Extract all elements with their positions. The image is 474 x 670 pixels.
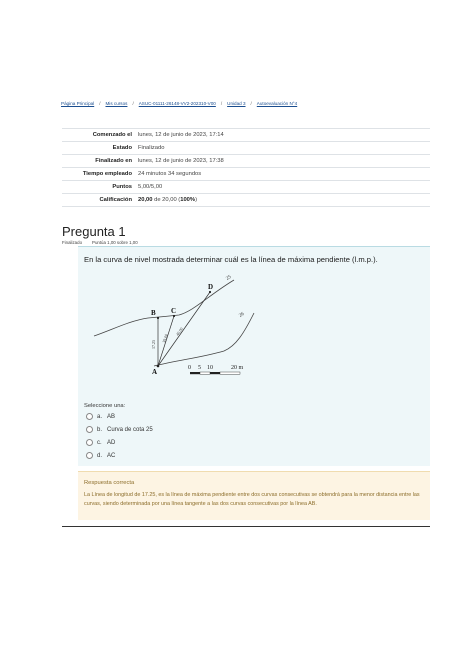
divider: [62, 526, 430, 527]
option-letter: d.: [97, 452, 103, 459]
summary-label: Comenzado el: [92, 132, 132, 138]
option-d[interactable]: [86, 452, 115, 459]
option-letter: c.: [97, 439, 102, 446]
line-ad: [158, 292, 210, 366]
summary-row-time-taken: [62, 167, 430, 180]
option-text: AB: [107, 413, 116, 420]
summary-label: Calificación: [99, 197, 132, 203]
grade-rest: de 20,00 (: [152, 197, 181, 203]
breadcrumb-my-courses-link[interactable]: Mis cursos: [105, 101, 128, 106]
feedback-text: La Línea de longitud de 17.25, es la línea de máxima pendiente entre dos curvas consecutivas se obtendrá para la menor distancia entre las curvas, siendo determinada por una línea tangente a las dos curvas consecutivas por la línea AB.: [84, 492, 420, 507]
option-letter: b.: [97, 426, 103, 433]
breadcrumb-separator: /: [99, 101, 101, 106]
radio-button[interactable]: [86, 413, 93, 420]
question-status: Finalizado: [62, 240, 83, 245]
breadcrumb-separator: /: [250, 101, 252, 106]
select-one-label: Seleccione una:: [84, 403, 126, 409]
summary-row-started: [62, 128, 430, 141]
contour-line-26: [154, 313, 254, 366]
question-title: Pregunta 1: [62, 224, 126, 239]
option-c[interactable]: [86, 439, 115, 446]
summary-value: lunes, 12 de junio de 2023, 17:14: [138, 132, 224, 138]
feedback-box: [78, 471, 430, 520]
scale-label-20: 20 m: [231, 365, 244, 371]
grade-end: ): [195, 197, 197, 203]
contour-label-25: 25: [225, 274, 233, 282]
label-b: B: [151, 309, 156, 317]
summary-row-points: [62, 180, 430, 193]
scale-label-10: 10: [207, 365, 213, 371]
scale-label-5: 5: [198, 365, 201, 371]
radio-button[interactable]: [86, 439, 93, 446]
breadcrumb-separator: /: [132, 101, 134, 106]
radio-button[interactable]: [86, 426, 93, 433]
scale-label-0: 0: [188, 365, 191, 371]
summary-row-finished: [62, 154, 430, 167]
contour-diagram: [84, 273, 274, 383]
segment-label-ac: 39.00: [161, 333, 169, 344]
feedback-title: Respuesta correcta: [84, 480, 135, 486]
summary-value: lunes, 12 de junio de 2023, 17:38: [138, 158, 224, 164]
scale-bar: [188, 365, 244, 374]
option-a[interactable]: [86, 413, 115, 420]
point-d: [209, 291, 211, 293]
breadcrumb-unit-link[interactable]: Unidad 3: [227, 101, 246, 106]
question-info: [62, 240, 138, 245]
grade-percent: 100%: [180, 197, 196, 203]
contour-label-26: 26: [238, 311, 246, 319]
summary-label: Estado: [112, 145, 132, 151]
point-b: [157, 317, 159, 319]
label-d: D: [208, 283, 214, 291]
option-text: AD: [107, 439, 116, 446]
summary-label: Tiempo empleado: [82, 171, 132, 177]
radio-button[interactable]: [86, 452, 93, 459]
option-text: Curva de cota 25: [107, 426, 153, 433]
summary-value: 24 minutos 34 segundos: [138, 171, 202, 177]
summary-value: [138, 196, 197, 204]
question-text: En la curva de nivel mostrada determinar cuál es la línea de máxima pendiente (l.m.p.).: [84, 255, 378, 264]
question-content: [78, 246, 430, 466]
breadcrumb-home-link[interactable]: Página Principal: [61, 101, 95, 106]
label-c: C: [171, 307, 177, 315]
option-letter: a.: [97, 413, 103, 420]
breadcrumb-separator: /: [220, 101, 223, 106]
option-b[interactable]: [86, 426, 153, 433]
summary-label: Finalizado en: [95, 158, 132, 164]
option-text: AC: [107, 452, 116, 459]
point-a: [157, 365, 160, 368]
breadcrumb-quiz-link[interactable]: Autoevaluación N°4: [256, 101, 298, 106]
grade-score: 20,00: [138, 197, 153, 203]
attempt-summary: [62, 128, 430, 207]
question-points: Puntúa 1,00 sobre 1,00: [92, 240, 138, 245]
summary-row-state: [62, 141, 430, 154]
summary-label: Puntos: [112, 184, 132, 190]
breadcrumb: [61, 101, 297, 106]
point-c: [173, 315, 175, 317]
label-a: A: [152, 368, 158, 376]
summary-value: 5,00/5,00: [138, 184, 163, 190]
summary-value: Finalizado: [138, 145, 165, 151]
segment-label-ab: 17.25: [151, 340, 156, 349]
segment-label-ad: 40.00: [174, 326, 184, 337]
summary-row-grade: [62, 193, 430, 207]
breadcrumb-course-link[interactable]: ASUC-01111-26148-VV2-202310-V00: [138, 101, 216, 106]
